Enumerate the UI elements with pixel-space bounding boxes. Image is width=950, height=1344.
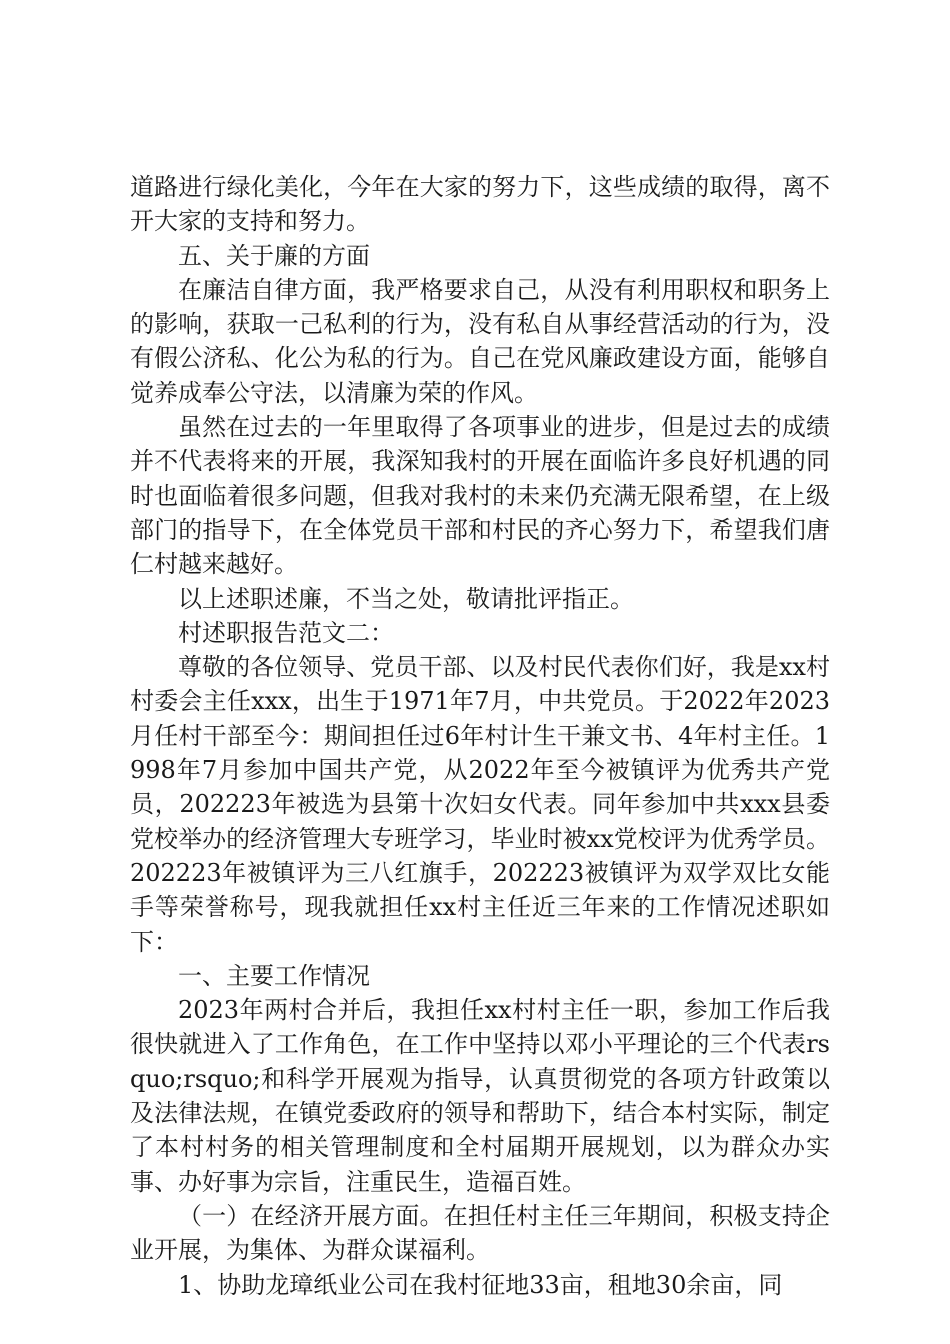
paragraph-closing: 以上述职述廉，不当之处，敬请批评指正。 [178,584,634,613]
paragraph-work-overview: 2023年两村合并后，我担任xx村村主任一职，参加工作后我很快就进入了工作角色，在工作中坚持以邓小平理论的三个代表rsquo;rsquo;和科学开展观为指导，认真贯彻党的各项方针政策以及法律法规，在镇党委政府的领导和帮助下，结合本村实际，制定了本村村务的相关管理制度和全村届期开展规划，以为群众办实事、办好事为宗旨，注重民生，造福百姓。 [130,996,830,1196]
paragraph-outlook: 虽然在过去的一年里取得了各项事业的进步，但是过去的成绩并不代表将来的开展，我深知我村的开展在面临许多良好机遇的同时也面临着很多问题，但我对我村的未来仍充满无限希望，在上级部门的指导下，在全体党员干部和村民的齐心努力下，希望我们唐仁村越来越好。 [130,413,830,579]
paragraph-continuation: 道路进行绿化美化，今年在大家的努力下，这些成绩的取得，离不开大家的支持和努力。 [130,173,830,236]
document-body [130,170,830,1302]
report-title-sample-two: 村述职报告范文二： [178,618,394,647]
section-heading-integrity: 五、关于廉的方面 [178,241,370,270]
paragraph-self-discipline: 在廉洁自律方面，我严格要求自己，从没有利用职权和职务上的影响，获取一己私利的行为，没有私自从事经营活动的行为，没有假公济私、化公为私的行为。自己在党风廉政建设方面，能够自觉养成奉公守法，以清廉为荣的作风。 [130,275,830,407]
section-heading-main-work: 一、主要工作情况 [178,961,370,990]
subsection-heading-economy: （一）在经济开展方面。在担任村主任三年期间，积极支持企业开展，为集体、为群众谋福利。 [130,1201,830,1265]
paragraph-introduction: 尊敬的各位领导、党员干部、以及村民代表你们好，我是xx村村委会主任xxx，出生于1971年7月，中共党员。于2022年2023月任村干部至今：期间担任过6年村计生干兼文书、4年村主任。1998年7月参加中国共产党，从2022年至今被镇评为优秀共产党员，202223年被选为县第十次妇女代表。同年参加中共xxx县委党校举办的经济管理大专班学习，毕业时被xx党校评为优秀学员。202223年被镇评为三八红旗手，202223被镇评为双学双比女能手等荣誉称号，现我就担任xx村主任近三年来的工作情况述职如下： [130,653,830,956]
list-item-paper-company: 1、协助龙璋纸业公司在我村征地33亩，租地30余亩，同 [178,1270,783,1299]
